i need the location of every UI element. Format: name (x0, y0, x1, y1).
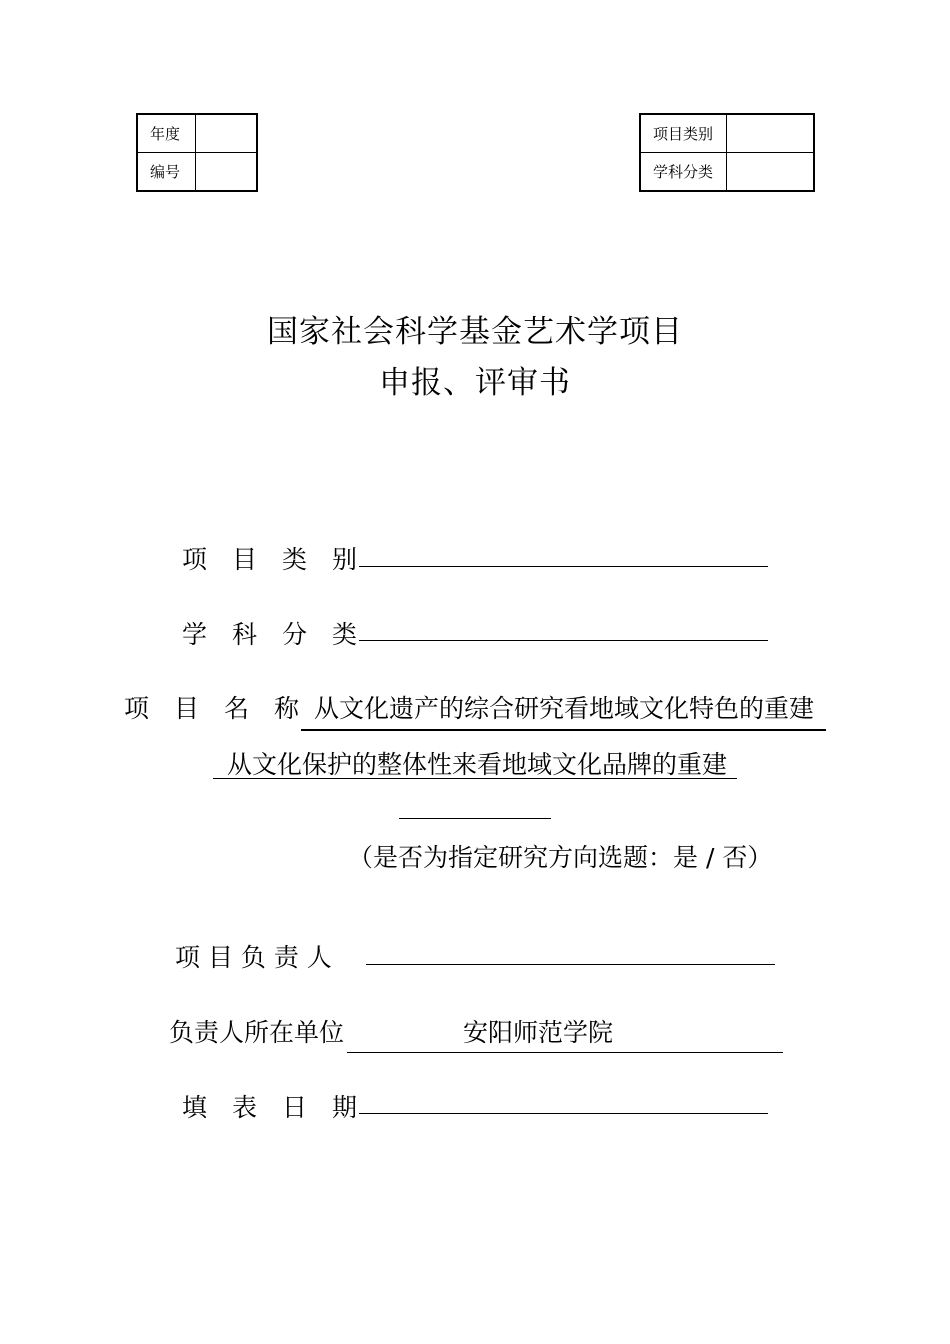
discipline-value[interactable] (727, 153, 815, 192)
field-date-line[interactable] (359, 1113, 768, 1114)
category-discipline-box (639, 113, 815, 192)
number-label: 编号 (137, 153, 196, 192)
field-unit-label: 负责人所在单位 (169, 1018, 345, 1047)
page-title-line2: 申报、评审书 (379, 365, 571, 401)
field-unit-line (347, 1052, 783, 1053)
field-leader-line[interactable] (366, 964, 775, 965)
designated-direction-note: （是否为指定研究方向选题：是 / 否） (348, 843, 773, 872)
field-date-label: 填 表 日 期 (182, 1093, 358, 1122)
number-value[interactable] (196, 153, 258, 192)
year-number-box (136, 113, 258, 192)
project-category-value[interactable] (727, 114, 815, 153)
project-category-label: 项目类别 (640, 114, 727, 153)
field-project-name-value2[interactable]: 从文化保护的整体性来看地域文化品牌的重建 (227, 750, 728, 779)
field-project-name-label: 项 目 名 称 (124, 694, 300, 723)
number-row (137, 153, 257, 192)
field-leader-label: 项 目 负 责 人 (175, 943, 332, 972)
field-project-name-line3 (399, 818, 551, 819)
year-row (137, 114, 257, 153)
page-title-line1: 国家社会科学基金艺术学项目 (267, 314, 683, 350)
year-value[interactable] (196, 114, 258, 153)
field-discipline-label: 学 科 分 类 (182, 620, 358, 649)
field-discipline-line[interactable] (359, 640, 768, 641)
discipline-label: 学科分类 (640, 153, 727, 192)
project-category-row (640, 114, 814, 153)
field-project-name-line1 (301, 729, 826, 731)
year-label: 年度 (137, 114, 196, 153)
field-project-name-value1[interactable]: 从文化遗产的综合研究看地域文化特色的重建 (314, 694, 815, 723)
field-category-label: 项 目 类 别 (182, 545, 358, 574)
discipline-row (640, 153, 814, 192)
field-category-line[interactable] (359, 566, 768, 567)
field-unit-value[interactable]: 安阳师范学院 (463, 1018, 614, 1047)
